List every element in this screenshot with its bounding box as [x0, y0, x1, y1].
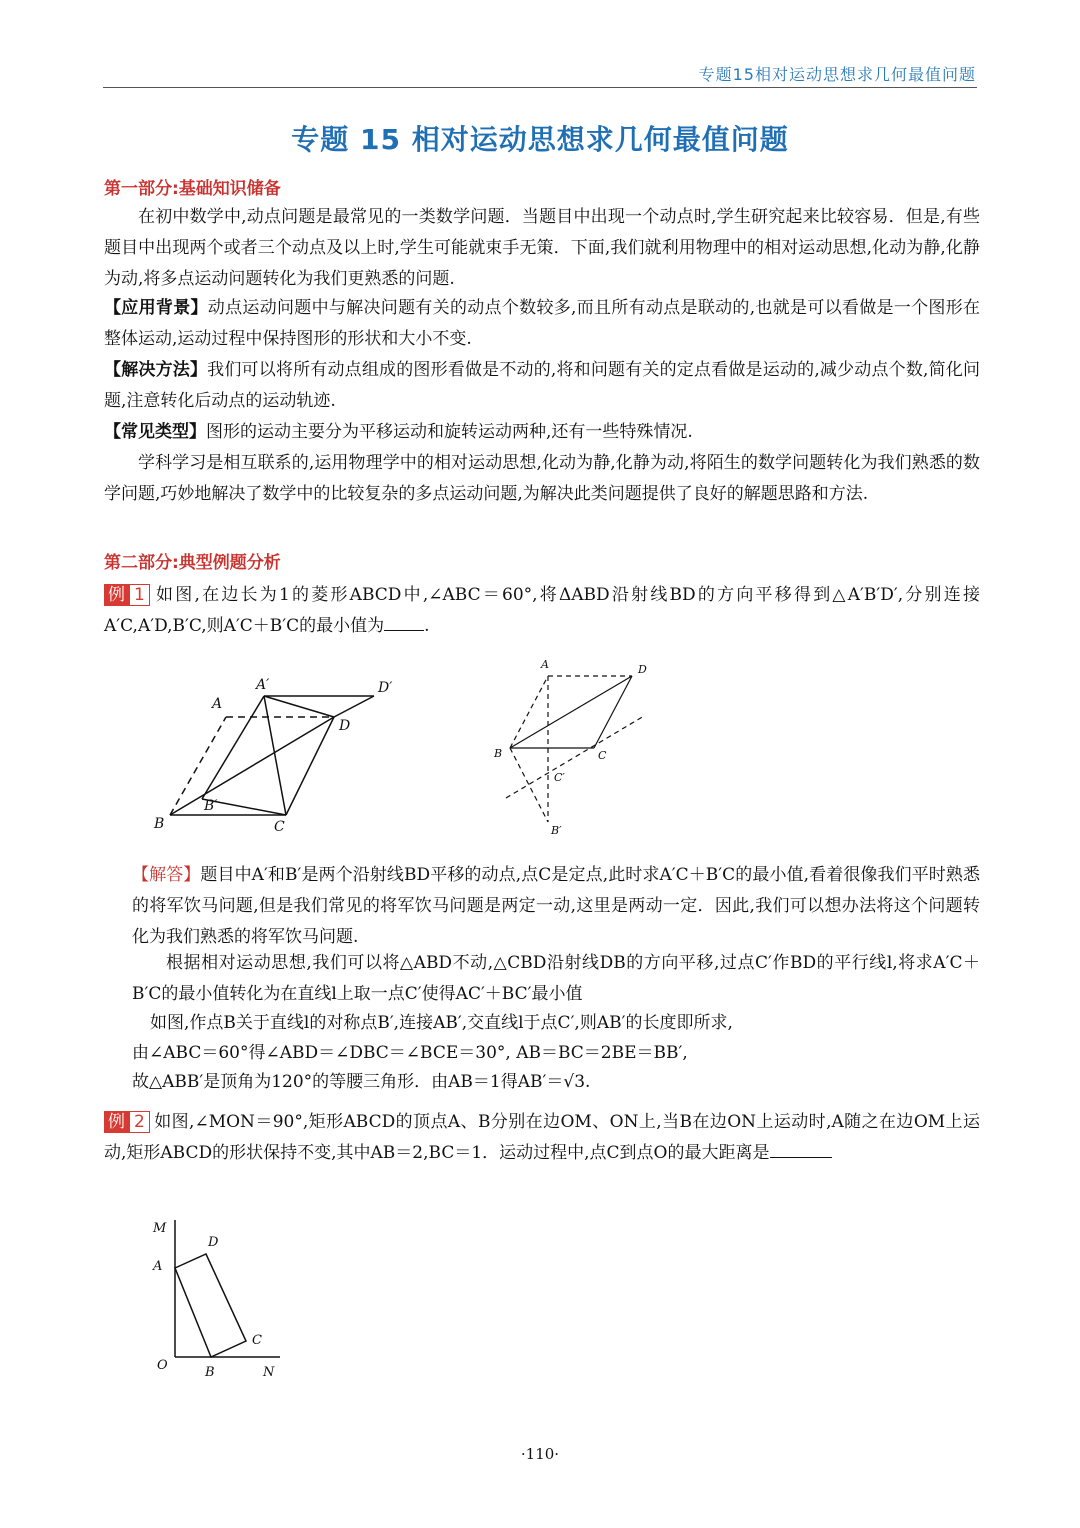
answer-paragraph-2: 根据相对运动思想,我们可以将△ABD不动,△CBD沿射线DB的方向平移,过点C′作BD的平行线l,将求A′C＋B′C的最小值转化为在直线l上取一点C′使得AC′＋BC′最小值: [132, 953, 980, 1004]
answer-paragraph-5: 故△ABB′是顶角为120°的等腰三角形．由AB＝1得AB′＝√3.: [132, 1072, 591, 1092]
label-M: M: [153, 1221, 167, 1236]
page-number: ·110·: [520, 1445, 560, 1463]
label-N: N: [263, 1365, 275, 1380]
label-B: B: [494, 747, 503, 760]
running-header: 专题15相对运动思想求几何最值问题: [698, 65, 976, 84]
header-rule: [103, 87, 977, 88]
solution-method: [104, 355, 980, 417]
example-1-answer: [132, 860, 980, 953]
label-A-prime: A′: [256, 677, 270, 693]
example-number: 1: [129, 584, 150, 606]
background-label: 【应用背景】: [104, 298, 208, 318]
example-badge: 例: [104, 584, 129, 606]
label-B: B: [154, 816, 165, 832]
label-A: A: [541, 658, 549, 671]
rectangle-ABCD: [175, 1254, 246, 1357]
part1-summary: 学科学习是相互联系的,运用物理学中的相对运动思想,化动为静,化静为动,将陌生的数学问题转化为我们熟悉的数学问题,巧妙地解决了数学中的比较复杂的多点运动问题,为解决此类问题提供了良好的解题思路和方法.: [104, 453, 980, 504]
method-label: 【解决方法】: [104, 360, 208, 380]
label-C: C: [598, 749, 607, 762]
label-B: B: [205, 1365, 215, 1380]
example-1-end: .: [424, 616, 430, 636]
application-background: [104, 293, 980, 355]
types-label: 【常见类型】: [104, 422, 206, 442]
answer-paragraph-3: 如图,作点B关于直线l的对称点B′,连接AB′,交直线l于点C′,则AB′的长度即所求,: [150, 1013, 733, 1033]
example-badge: 例: [104, 1111, 129, 1133]
label-D: D: [208, 1235, 219, 1250]
answer-paragraph-1: 题目中A′和B′是两个沿射线BD平移的动点,点C是定点,此时求A′C＋B′C的最小值,看着很像我们平时熟悉的将军饮马问题,但是我们常见的将军饮马问题是两定一动,这里是两动一定．因此,我们可以想办法将这个问题转化为我们熟悉的将军饮马问题.: [132, 865, 980, 947]
part1-heading: 第一部分:基础知识储备: [104, 179, 281, 199]
example-2-text: 如图,∠MON＝90°,矩形ABCD的顶点A、B分别在边OM、ON上,当B在边ON上运动时,A随之在边OM上运动,矩形ABCD的形状保持不变,其中AB＝2,BC＝1．运动过程中,点C到点O的最大距离是: [104, 1112, 980, 1163]
page-title: 专题 15 相对运动思想求几何最值问题: [291, 123, 789, 156]
label-C-prime: C′: [554, 771, 565, 784]
segment-A-prime-D: [264, 696, 334, 717]
example-number: 2: [129, 1111, 150, 1133]
example-1-figure-left: [140, 665, 410, 840]
segment-BA-dashed: [170, 717, 226, 815]
label-C: C: [252, 1333, 262, 1348]
answer-blank: [770, 1157, 832, 1158]
part1-intro: 在初中数学中,动点问题是最常见的一类数学问题．当题目中出现一个动点时,学生研究起来比较容易．但是,有些题目中出现两个或者三个动点及以上时,学生可能就束手无策．下面,我们就利用物理中的相对运动思想,化动为静,化静为动,将多点运动问题转化为我们更熟悉的问题.: [104, 207, 980, 289]
answer-paragraph-4: 由∠ABC＝60°得∠ABD＝∠DBC＝∠BCE＝30°, AB＝BC＝2BE＝BB′,: [132, 1043, 688, 1063]
method-text: 我们可以将所有动点组成的图形看做是不动的,将和问题有关的定点看做是运动的,减少动点个数,简化问题,注意转化后动点的运动轨迹.: [104, 360, 981, 411]
common-types: [104, 417, 980, 448]
part2-heading: 第二部分:典型例题分析: [104, 553, 281, 573]
label-B-prime: B′: [204, 798, 218, 814]
line-l-dashed: [506, 716, 644, 798]
segment-A-prime-C: [264, 696, 286, 815]
label-A: A: [212, 696, 223, 712]
example-2-figure: [145, 1212, 285, 1382]
segment-BD: [510, 676, 632, 748]
label-O: O: [157, 1358, 168, 1373]
example-2-question: [104, 1107, 980, 1169]
segment-DD-prime: [334, 696, 374, 717]
example-1-figure-right: [488, 655, 658, 840]
example-1-text: 如图,在边长为1的菱形ABCD中,∠ABC＝60°,将ΔABD沿射线BD的方向平移得到△A′B′D′,分别连接A′C,A′D,B′C,则A′C＋B′C的最小值为: [104, 585, 980, 636]
types-text: 图形的运动主要分为平移运动和旋转运动两种,还有一些特殊情况.: [206, 422, 693, 442]
answer-blank: [384, 630, 424, 631]
label-B-prime: B′: [551, 824, 562, 837]
label-D: D: [638, 663, 647, 676]
example-1-question: [104, 580, 980, 642]
segment-BB-prime-dashed: [510, 748, 548, 822]
label-D-prime: D′: [378, 680, 393, 696]
answer-label: 【解答】: [132, 865, 201, 885]
label-C: C: [274, 819, 285, 835]
label-D: D: [339, 718, 351, 734]
background-text: 动点运动问题中与解决问题有关的动点个数较多,而且所有动点是联动的,也就是可以看做是一个图形在整体运动,运动过程中保持图形的形状和大小不变.: [104, 298, 981, 349]
label-A: A: [153, 1259, 163, 1274]
